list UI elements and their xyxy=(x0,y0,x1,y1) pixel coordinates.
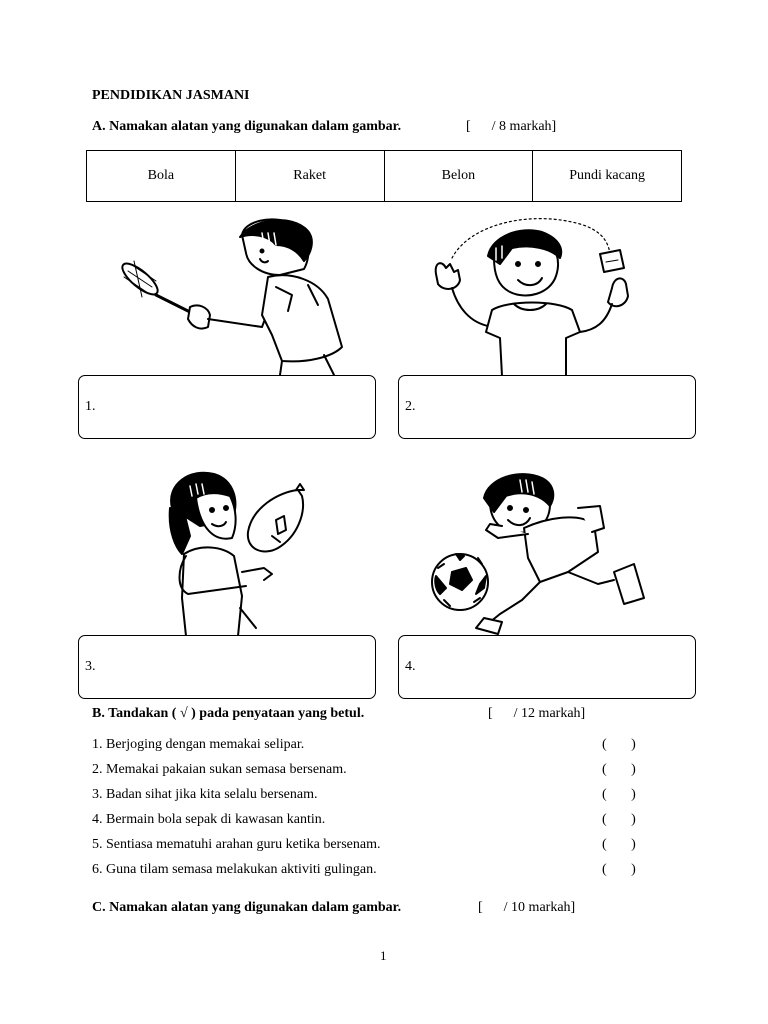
word-bank-cell: Belon xyxy=(385,151,534,201)
tick-box[interactable]: ( ) xyxy=(602,762,636,777)
answer-box-number: 3. xyxy=(85,659,96,674)
page-number: 1 xyxy=(380,948,387,963)
boy-racket-illustration xyxy=(112,215,352,375)
answer-box-number: 2. xyxy=(405,399,416,414)
statement-item: 4. Bermain bola sepak di kawasan kantin. xyxy=(92,812,326,827)
section-b-title: B. Tandakan ( √ ) pada penyataan yang betul. xyxy=(92,706,365,721)
boy-football-illustration xyxy=(428,472,653,637)
section-a-marks: [ / 8 markah] xyxy=(466,119,557,134)
statement-item: 5. Sentiasa mematuhi arahan guru ketika bersenam. xyxy=(92,837,381,852)
answer-box-number: 1. xyxy=(85,399,96,414)
girl-balloon-illustration xyxy=(160,468,320,636)
answer-box-1[interactable] xyxy=(78,375,376,439)
tick-box[interactable]: ( ) xyxy=(602,862,636,877)
tick-box[interactable]: ( ) xyxy=(602,737,636,752)
statement-item: 1. Berjoging dengan memakai selipar. xyxy=(92,737,305,752)
answer-box-4[interactable] xyxy=(398,635,696,699)
section-c-title: C. Namakan alatan yang digunakan dalam gambar. xyxy=(92,900,402,915)
statement-item: 3. Badan sihat jika kita selalu bersenam. xyxy=(92,787,318,802)
tick-box[interactable]: ( ) xyxy=(602,787,636,802)
answer-box-3[interactable] xyxy=(78,635,376,699)
subject-title: PENDIDIKAN JASMANI xyxy=(92,88,250,103)
section-b-marks: [ / 12 markah] xyxy=(488,706,586,721)
answer-box-number: 4. xyxy=(405,659,416,674)
section-a-title: A. Namakan alatan yang digunakan dalam gambar. xyxy=(92,119,402,134)
statement-item: 6. Guna tilam semasa melakukan aktiviti gulingan. xyxy=(92,862,377,877)
word-bank-table xyxy=(86,150,682,202)
word-bank-cell: Bola xyxy=(87,151,236,201)
section-c-marks: [ / 10 markah] xyxy=(478,900,576,915)
tick-box[interactable]: ( ) xyxy=(602,812,636,827)
word-bank-cell: Pundi kacang xyxy=(569,168,646,183)
boy-beanbag-illustration xyxy=(430,218,640,376)
word-bank-cell: Raket xyxy=(236,151,385,201)
statement-item: 2. Memakai pakaian sukan semasa bersenam. xyxy=(92,762,347,777)
tick-box[interactable]: ( ) xyxy=(602,837,636,852)
answer-box-2[interactable] xyxy=(398,375,696,439)
